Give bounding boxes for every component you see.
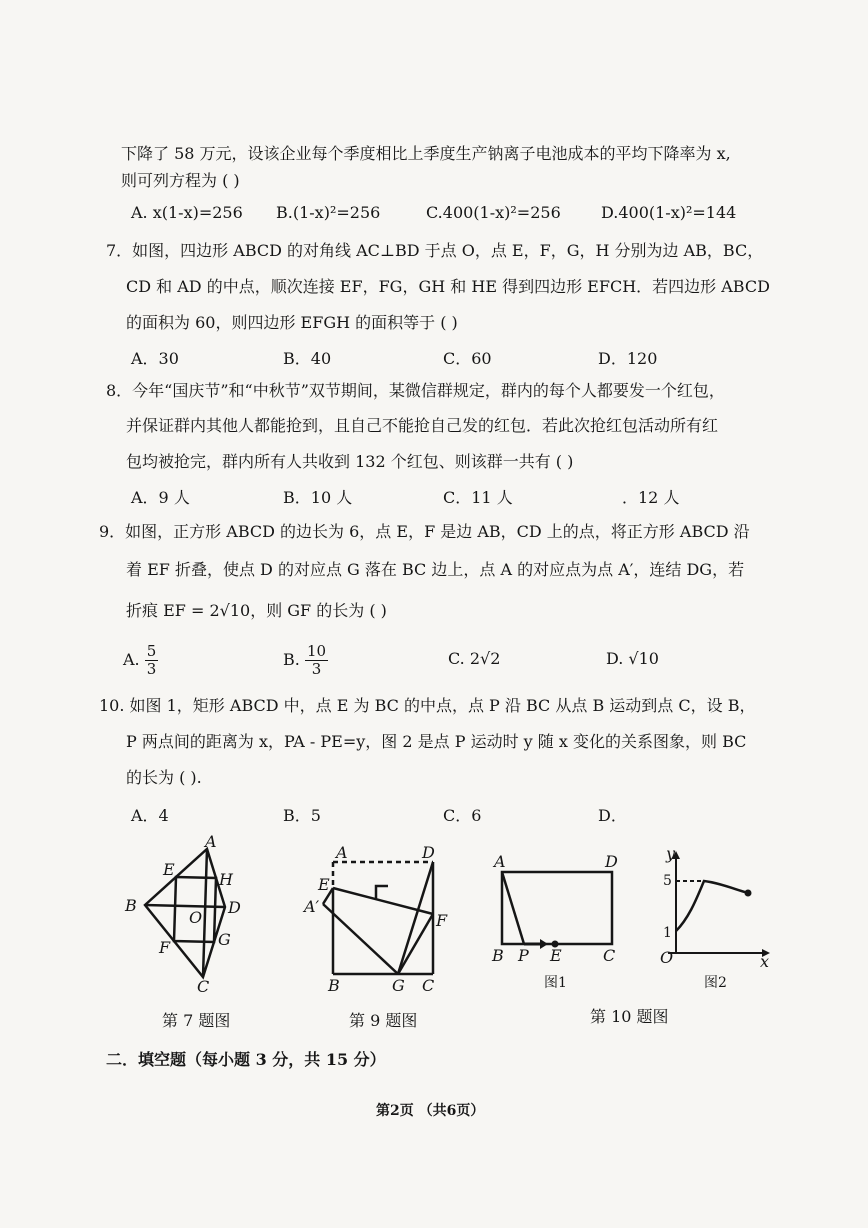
rectangle-abcd	[502, 872, 612, 944]
fig9-caption: 第 9 题图	[349, 1011, 418, 1030]
q10-option-a: A．4	[131, 806, 169, 825]
q7-line3: 的面积为 60，则四边形 EFGH 的面积等于 ( )	[126, 313, 458, 332]
q10-line1: 10. 如图 1，矩形 ABCD 中，点 E 为 BC 的中点，点 P 沿 BC 从点 B 运动到点 C，设 B，	[99, 696, 756, 715]
fig7-label-c: C	[197, 977, 210, 995]
fig9-label-a: A	[336, 843, 348, 862]
right-angle-mark	[376, 886, 388, 900]
q7-line2: CD 和 AD 的中点，顺次连接 EF，FG，GH 和 HE 得到四边形 EFCH．若四边形 ABCD	[126, 277, 770, 296]
q10-line2: P 两点间的距离为 x，PA - PE=y，图 2 是点 P 运动时 y 随 x 变化的关系图象，则 BC	[126, 732, 747, 751]
q7-option-b: B．40	[283, 349, 332, 368]
fig9-label-d: D	[422, 843, 435, 862]
side-gf	[398, 914, 433, 974]
q9-crease-expression: 折痕 EF = 2√10	[126, 601, 251, 620]
q6-option-c: C.400(1-x)²=256	[426, 203, 561, 222]
fig10-label-d: D	[605, 852, 618, 871]
fig10-graph-label-x: x	[760, 952, 770, 971]
q8-option-c: C．11 人	[443, 488, 513, 507]
q9-option-a: A. $\frac{5}{3}$	[123, 642, 157, 678]
segment-dg	[398, 862, 433, 974]
q7-option-c: C．60	[443, 349, 492, 368]
q7-line1: 7．如图，四边形 ABCD 的对角线 AC⊥BD 于点 O，点 E，F，G，H 分别为边 AB，BC，	[106, 241, 764, 260]
q9-option-c: C. 2√2	[448, 649, 501, 668]
fig10-label-a: A	[494, 852, 506, 871]
section-2-heading: 二．填空题（每小题 3 分，共 15 分）	[106, 1050, 386, 1069]
fig7-caption: 第 7 题图	[162, 1011, 231, 1030]
fig7-label-f: F	[159, 938, 171, 957]
fig10-subcaption-1: 图1	[544, 975, 567, 991]
fig7-label-h: H	[219, 870, 233, 889]
fig10-subcaption-2: 图2	[704, 975, 727, 991]
q7-option-a: A．30	[131, 349, 179, 368]
fig7-label-e: E	[163, 860, 175, 879]
figure-7	[115, 835, 255, 995]
fig9-label-c: C	[422, 976, 435, 993]
diagonal-bd	[145, 905, 225, 907]
graph-end-point	[745, 890, 752, 897]
q8-line2: 并保证群内其他人都能抢到，且自己不能抢自己发的红包．若此次抢红包活动所有红	[126, 416, 719, 435]
fig10-label-p: P	[518, 946, 529, 965]
fig9-label-f: F	[436, 911, 448, 930]
q9-line3-question: ，则 GF 的长为 ( )	[250, 601, 387, 620]
q9-option-b: B. $\frac{10}{3}$	[283, 642, 327, 678]
q7-option-d: D．120	[598, 349, 658, 368]
segment-pa	[502, 872, 524, 944]
diagonal-ac	[203, 849, 207, 977]
q10-option-b: B．5	[283, 806, 321, 825]
q6-option-a: A. x(1-x)=256	[131, 203, 243, 222]
page-footer: 第2页 （共6页）	[376, 1103, 485, 1119]
q8-line3: 包均被抢完，群内所有人共收到 132 个红包、则该群一共有 ( )	[126, 452, 574, 471]
motion-arrow-head	[540, 939, 548, 949]
q9-line2: 着 EF 折叠，使点 D 的对应点 G 落在 BC 边上，点 A 的对应点为点 A′，连结 DG，若	[126, 560, 745, 579]
fig7-label-a: A	[205, 835, 217, 851]
fig10-graph-label-1: 1	[663, 925, 672, 941]
q9-line1: 9．如图，正方形 ABCD 的边长为 6，点 E，F 是边 AB，CD 上的点，将正方形 ABCD 沿	[99, 522, 750, 541]
fig9-label-e: E	[318, 875, 330, 894]
fig10-label-b: B	[492, 946, 504, 965]
q9-line3	[126, 601, 387, 621]
quad-abcd	[145, 849, 225, 977]
q8-line1: 8．今年“国庆节”和“中秋节”双节期间，某微信群规定，群内的每个人都要发一个红包，	[106, 381, 725, 400]
fig10-graph-label-5: 5	[663, 873, 672, 889]
fig9-label-b: B	[328, 976, 340, 993]
fig10-graph-label-y: y	[666, 845, 676, 863]
fig10-graph-label-o: O	[660, 948, 674, 967]
fig9-label-a-prime: A′	[304, 897, 320, 916]
q9-option-b-fraction: $\frac{10}{3}$	[306, 642, 327, 678]
fig7-label-b: B	[125, 896, 137, 915]
graph-curve	[676, 881, 748, 931]
fig10-label-c: C	[603, 946, 616, 965]
q6-option-b: B.(1-x)²=256	[276, 203, 381, 222]
q8-option-a: A．9 人	[131, 488, 190, 507]
fig9-label-g: G	[392, 976, 405, 993]
q6-line2: 则可列方程为 ( )	[121, 171, 240, 190]
q9-option-d: D. √10	[606, 649, 659, 668]
fig7-label-d: D	[228, 898, 241, 917]
fig7-label-o: O	[189, 908, 203, 927]
figure-9	[298, 838, 458, 993]
q6-line1: 下降了 58 万元，设该企业每个季度相比上季度生产钠离子电池成本的平均下降率为 x,	[121, 144, 731, 163]
q10-option-c: C．6	[443, 806, 482, 825]
q9-option-a-fraction: $\frac{5}{3}$	[146, 642, 157, 678]
q10-line3: 的长为 ( ).	[126, 768, 202, 787]
fig10-caption: 第 10 题图	[590, 1007, 669, 1026]
fig7-label-g: G	[218, 930, 231, 949]
q6-option-d: D.400(1-x)²=144	[601, 203, 737, 222]
q8-option-d: ．12 人	[622, 488, 680, 507]
q10-option-d: D．	[598, 806, 627, 825]
q8-option-b: B．10 人	[283, 488, 353, 507]
figure-10	[488, 845, 778, 995]
fig10-label-e: E	[550, 946, 562, 965]
